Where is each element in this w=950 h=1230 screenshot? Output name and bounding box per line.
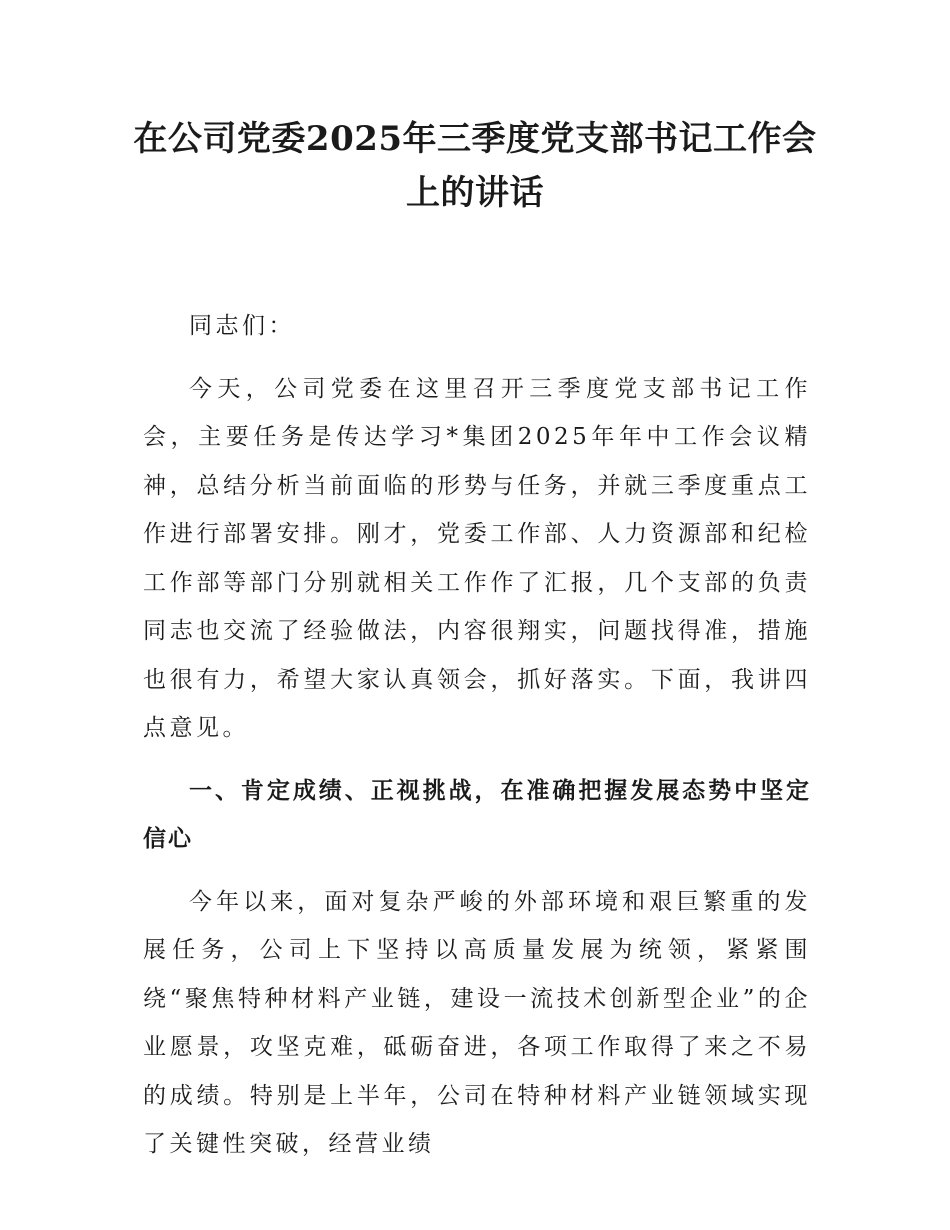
body-paragraph: 今天，公司党委在这里召开三季度党支部书记工作会，主要任务是传达学习*集团2025年年中工作会议精神，总结分析当前面临的形势与任务，并就三季度重点工作进行部署安排。刚才，党委工作部、人力资源部和纪检工作部等部门分别就相关工作作了汇报，几个支部的负责同志也交流了经验做法，内容很翔实，问题找得准，措施也很有力，希望大家认真领会，抓好落实。下面，我讲四点意见。 — [143, 375, 811, 741]
document-title: 在公司党委2025年三季度党支部书记工作会上的讲话 — [133, 119, 817, 213]
document-body — [143, 302, 811, 1183]
salutation: 同志们： — [189, 313, 295, 339]
section-paragraph: 今年以来，面对复杂严峻的外部环境和艰巨繁重的发展任务，公司上下坚持以高质量发展为统领，紧紧围绕“聚焦特种材料产业链，建设一流技术创新型企业”的企业愿景，攻坚克难，砥砺奋进，各项工作取得了来之不易的成绩。特别是上半年，公司在特种材料产业链领域实现了关键性突破，经营业绩 — [143, 888, 811, 1157]
section-heading: 一、肯定成绩、正视挑战，在准确把握发展态势中坚定信心 — [143, 777, 811, 852]
